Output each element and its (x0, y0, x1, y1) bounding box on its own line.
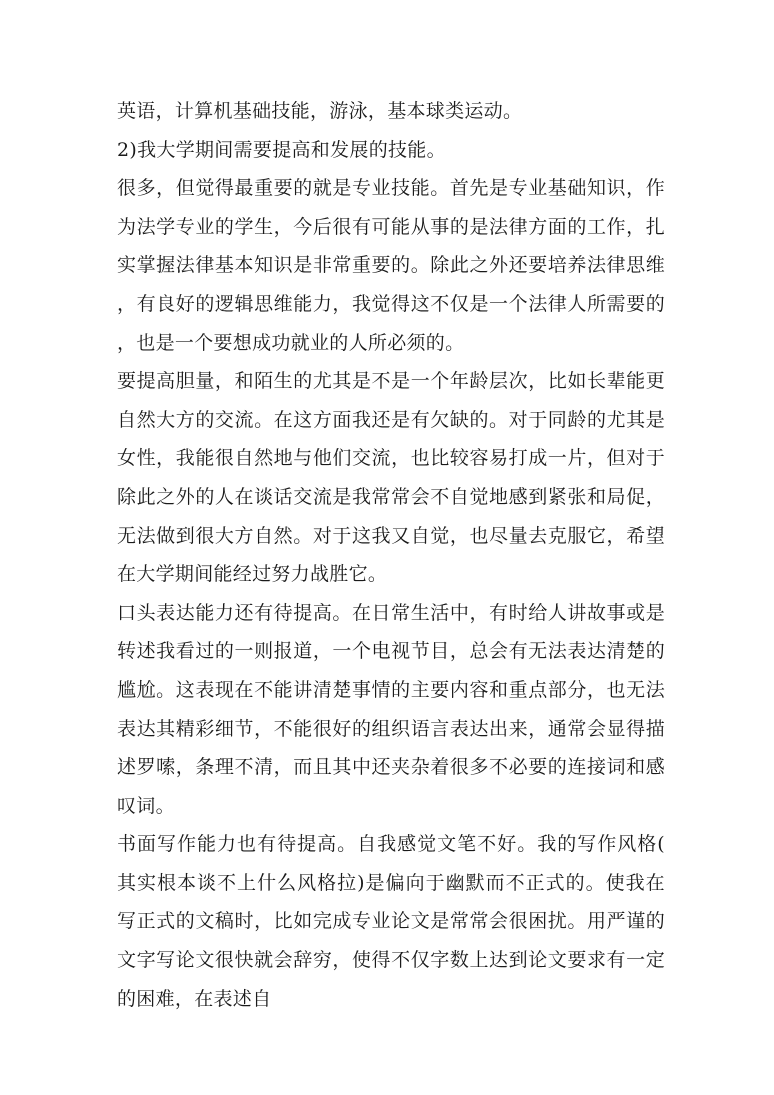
paragraph-courage: 要提高胆量，和陌生的尤其是不是一个年龄层次，比如长辈能更自然大方的交流。在这方面我还是有欠缺的。对于同龄的尤其是女性，我能很自然地与他们交流，也比较容易打成一片，但对于除此之外的人在谈话交流是我常常会不自觉地感到紧张和局促，无法做到很大方自然。对于这我又自觉，也尽量去克服它，希望在大学期间能经过努力战胜它。 (117, 370, 665, 586)
paragraph-skills-list: 英语，计算机基础技能，游泳，基本球类运动。 (117, 100, 523, 122)
document-body (117, 92, 665, 1018)
paragraph-section-heading: 2)我大学期间需要提高和发展的技能。 (117, 138, 446, 161)
paragraph-oral-expression: 口头表达能力还有待提高。在日常生活中，有时给人讲故事或是转述我看过的一则报道，一个电视节目，总会有无法表达清楚的尴尬。这表现在不能讲清楚事情的主要内容和重点部分，也无法表达其精彩细节，不能很好的组织语言表达出来，通常会显得描述罗嗦，条理不清，而且其中还夹杂着很多不必要的连接词和感叹词。 (117, 601, 665, 817)
paragraph-written-expression: 书面写作能力也有待提高。自我感觉文笔不好。我的写作风格(其实根本谈不上什么风格拉)是偏向于幽默而不正式的。使我在写正式的文稿时，比如完成专业论文是常常会很困扰。用严谨的文字写论文很快就会辞穷，使得不仅字数上达到论文要求有一定的困难，在表述自 (117, 833, 665, 1010)
paragraph-professional-skills: 很多，但觉得最重要的就是专业技能。首先是专业基础知识，作为法学专业的学生，今后很有可能从事的是法律方面的工作，扎实掌握法律基本知识是非常重要的。除此之外还要培养法律思维，有良好的逻辑思维能力，我觉得这不仅是一个法律人所需要的，也是一个要想成功就业的人所必须的。 (117, 177, 665, 354)
